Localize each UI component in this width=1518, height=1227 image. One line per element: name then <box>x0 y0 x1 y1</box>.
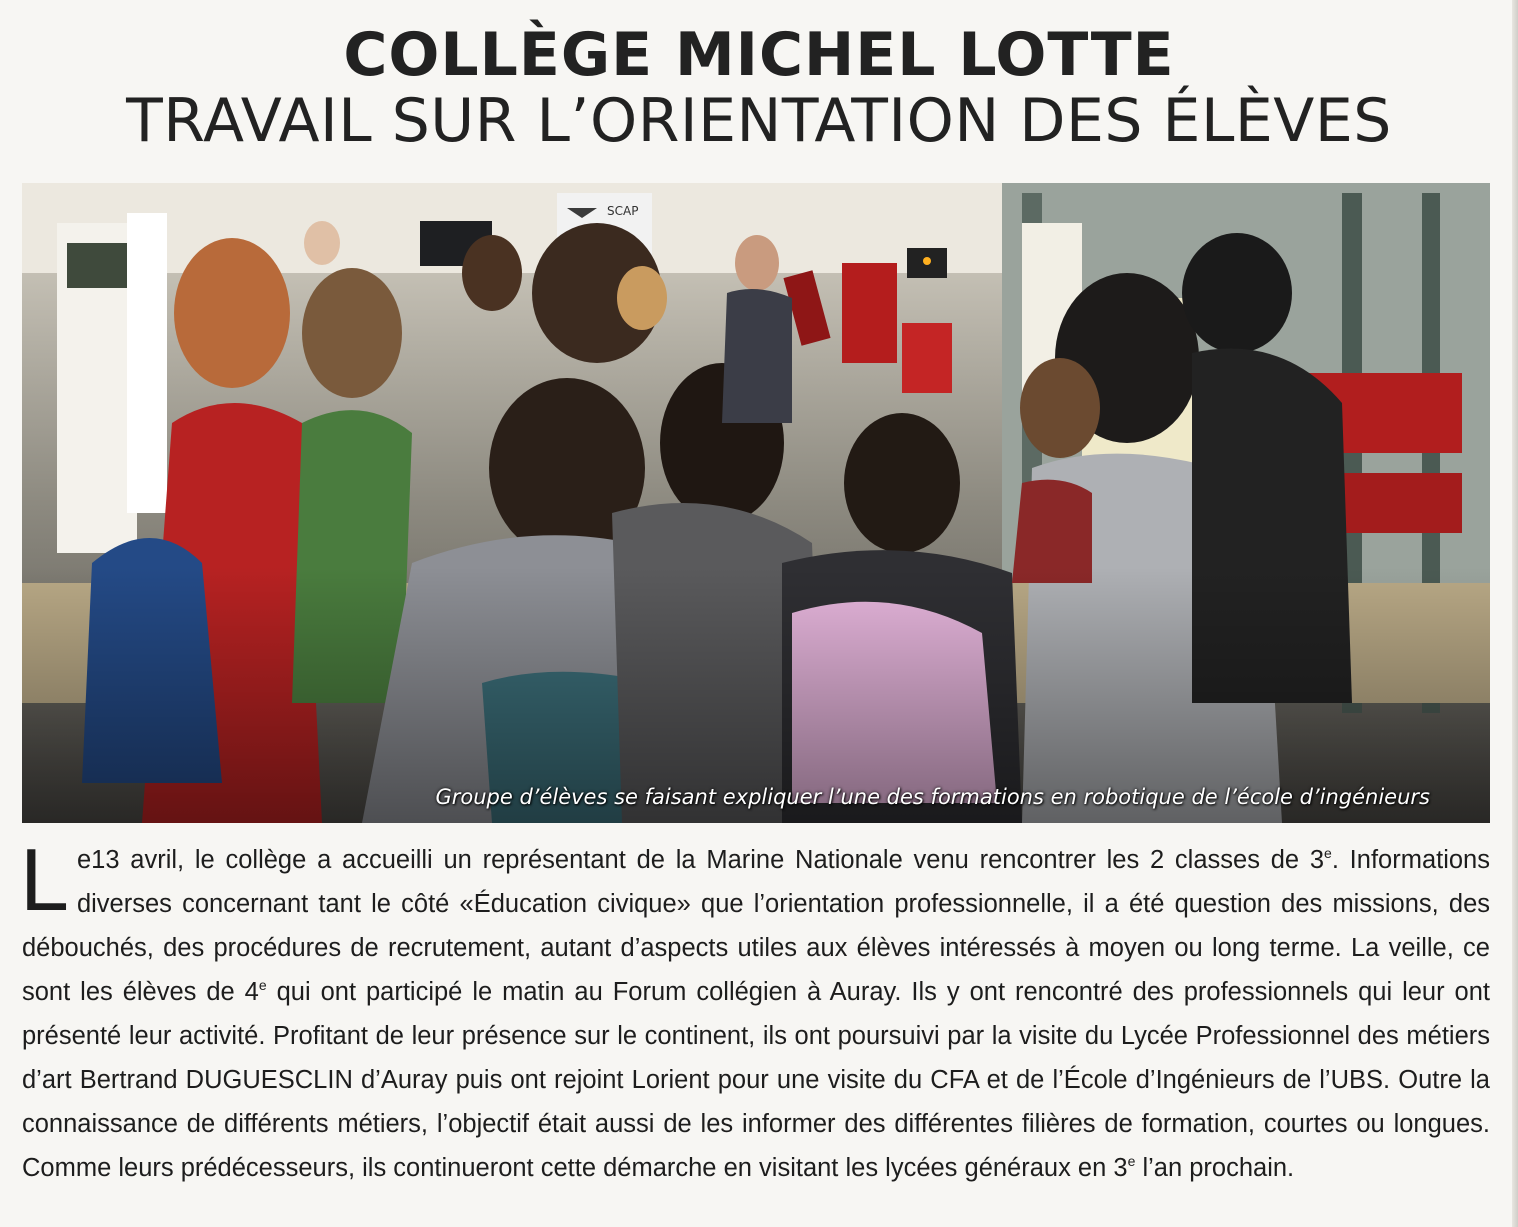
article-paragraph <box>20 830 1490 1190</box>
article-photo <box>22 183 1490 823</box>
ordinal-suffix: e <box>1127 1153 1136 1169</box>
article-text-run: . Informations diverses concernant tant le côté «Éducation civique» que l’orientation professionnelle, il a été question des missions, des débouchés, des procédures de recrutement, autant d’aspects utiles aux élèves intéressés à moyen ou long terme. La veille, ce sont les élèves de 4 <box>22 846 1490 1006</box>
article-text-run: qui ont participé le matin au Forum collégien à Auray. Ils y ont rencontré des professionnels qui leur ont présenté leur activité. Profitant de leur présence sur le continent, ils ont poursuivi par la visite du Lycée Professionnel des métiers d’art Bertrand DUGUESCLIN d’Auray puis ont rejoint Lorient pour une visite du CFA et de l’École d’Ingénieurs de l’UBS. Outre la connaissance de différents métiers, l’objectif était aussi de les informer des différentes filières de formation, courtes ou longues. Comme leurs prédécesseurs, ils continueront cette démarche en visitant les lycées généraux en 3 <box>22 978 1490 1182</box>
article-title: COLLÈGE MICHEL LOTTE <box>343 20 1175 90</box>
article-body <box>20 830 1490 1190</box>
article-subtitle: TRAVAIL SUR L’ORIENTATION DES ÉLÈVES <box>126 86 1392 156</box>
drop-cap: L <box>20 830 69 929</box>
ordinal-suffix: e <box>1324 845 1332 861</box>
article-text-run: l’an prochain. <box>1135 1154 1295 1182</box>
page-edge <box>1512 0 1518 1227</box>
photo-caption: Groupe d’élèves se faisant expliquer l’une des formations en robotique de l’école d’ingénieurs <box>435 785 1430 809</box>
ordinal-suffix: e <box>258 977 267 993</box>
photo-illustration <box>22 183 1490 823</box>
article-text-run: e13 avril, le collège a accueilli un représentant de la Marine Nationale venu rencontrer les 2 classes de 3 <box>76 846 1325 874</box>
